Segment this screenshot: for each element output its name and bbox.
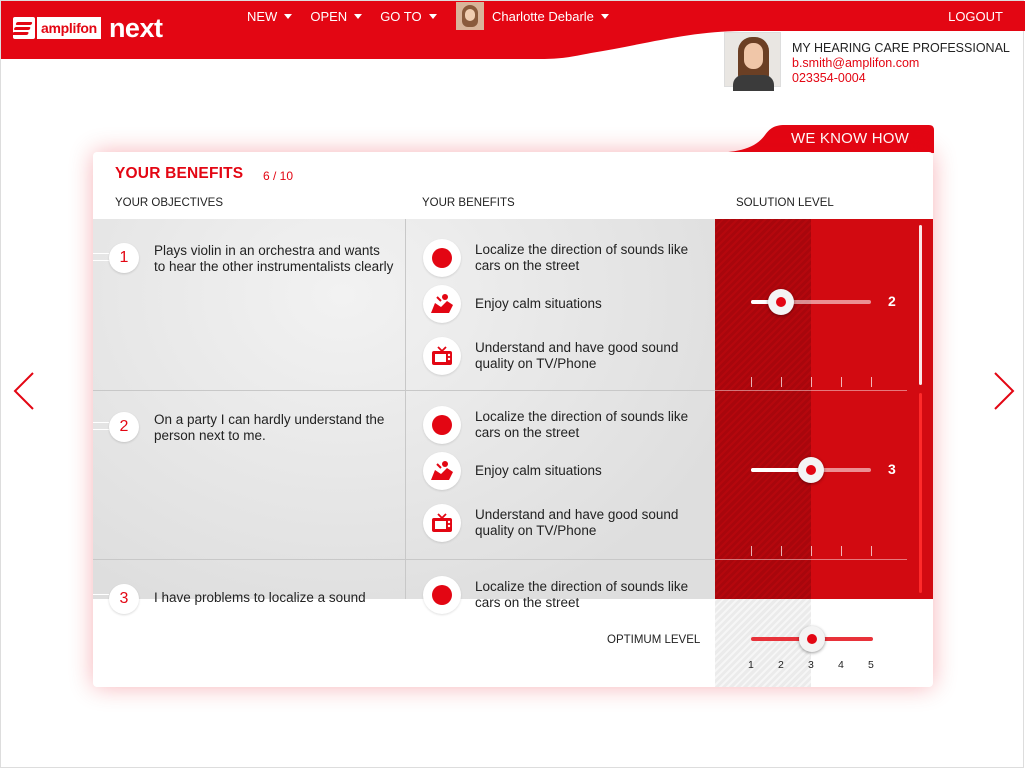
user-menu[interactable]: [456, 2, 609, 30]
benefit-text: Understand and have good sound quality on TV/Phone: [475, 340, 679, 371]
hcp-phone-link[interactable]: 023354-0004: [792, 71, 866, 85]
benefit-text: Enjoy calm situations: [475, 296, 602, 311]
benefit-text: Localize the direction of sounds like cars on the street: [475, 242, 689, 273]
objective-text: Plays violin in an orchestra and wants to hear the other instrumentalists clearly: [154, 243, 394, 274]
benefit-item: [423, 406, 695, 444]
nav-goto-label: GO TO: [380, 9, 422, 24]
relax-icon: [423, 452, 461, 490]
benefit-text: Understand and have good sound quality on TV/Phone: [475, 507, 679, 538]
row-number: 1: [109, 243, 139, 273]
scale-label: 1: [748, 659, 754, 671]
main-nav: [247, 9, 455, 24]
slider-handle[interactable]: [798, 457, 824, 483]
column-header-solution: SOLUTION LEVEL: [736, 197, 834, 209]
solution-level-slider[interactable]: [751, 300, 871, 304]
level-ticks: [751, 546, 871, 556]
row-connector: [93, 253, 109, 261]
next-arrow-icon[interactable]: [989, 369, 1019, 413]
benefit-item: [423, 337, 695, 375]
chevron-down-icon: [601, 14, 609, 19]
scale-label: 4: [838, 659, 844, 671]
logout-button[interactable]: LOGOUT: [948, 9, 1003, 24]
row-connector: [93, 594, 109, 602]
benefit-text: Enjoy calm situations: [475, 463, 602, 478]
tv-icon: [423, 504, 461, 542]
chevron-down-icon: [284, 14, 292, 19]
compass-icon: [423, 239, 461, 277]
optimum-hatch: [715, 599, 811, 687]
previous-arrow-icon[interactable]: [9, 369, 39, 413]
hcp-email-link[interactable]: b.smith@amplifon.com: [792, 56, 920, 70]
nav-new-menu[interactable]: [247, 9, 292, 24]
row-number: 3: [109, 584, 139, 614]
slider-handle[interactable]: [768, 289, 794, 315]
page-counter: 6 / 10: [263, 169, 294, 183]
user-name: Charlotte Debarle: [492, 8, 594, 24]
amplifon-logo-icon: [13, 17, 35, 39]
chevron-down-icon: [354, 14, 362, 19]
benefit-item: [423, 239, 695, 277]
objective-row: [93, 219, 933, 387]
hcp-avatar: [724, 32, 781, 87]
nav-open-menu[interactable]: [310, 9, 362, 24]
scale-label: 3: [808, 659, 814, 671]
compass-icon: [423, 406, 461, 444]
nav-open-label: OPEN: [310, 9, 348, 24]
product-name: next: [108, 13, 163, 43]
user-avatar: [456, 2, 484, 30]
benefit-item: [423, 504, 695, 542]
chevron-down-icon: [429, 14, 437, 19]
objective-text: I have problems to localize a sound: [154, 590, 366, 605]
row-number: 2: [109, 412, 139, 442]
column-header-objectives: YOUR OBJECTIVES: [115, 197, 223, 209]
solution-level-slider[interactable]: [751, 468, 871, 472]
benefit-text: Localize the direction of sounds like cars on the street: [475, 409, 689, 440]
hcp-title: MY HEARING CARE PROFESSIONAL: [792, 41, 1010, 55]
level-ticks: [751, 377, 871, 387]
benefit-item: [423, 285, 695, 323]
compass-icon: [423, 576, 461, 614]
column-header-benefits: YOUR BENEFITS: [422, 197, 515, 209]
optimum-level-label: OPTIMUM LEVEL: [607, 634, 701, 646]
objective-row: [93, 388, 933, 556]
hcp-info: [792, 41, 1010, 86]
scale-label: 2: [778, 659, 784, 671]
solution-level-value: 2: [888, 293, 896, 309]
benefit-item: [423, 576, 695, 614]
app-logo[interactable]: [13, 15, 162, 41]
card-title: YOUR BENEFITS: [115, 165, 244, 182]
nav-new-label: NEW: [247, 9, 278, 24]
brand-name: amplifon: [37, 17, 101, 39]
row-connector: [93, 422, 109, 430]
solution-level-value: 3: [888, 461, 896, 477]
tv-icon: [423, 337, 461, 375]
benefit-text: Localize the direction of sounds like cars on the street: [475, 579, 689, 610]
benefit-item: [423, 452, 695, 490]
scale-label: 5: [868, 659, 874, 671]
objective-text: On a party I can hardly understand the person next to me.: [154, 412, 385, 443]
benefits-list[interactable]: [93, 219, 933, 610]
optimum-level-slider[interactable]: [751, 637, 873, 641]
relax-icon: [423, 285, 461, 323]
nav-goto-menu[interactable]: [380, 9, 436, 24]
slider-handle[interactable]: [799, 626, 825, 652]
we-know-how-label: WE KNOW HOW: [791, 130, 910, 147]
